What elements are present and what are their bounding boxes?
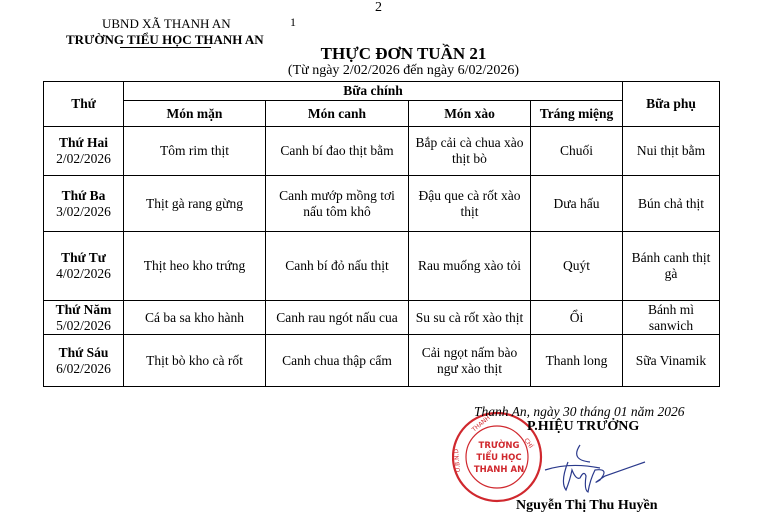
table-row <box>44 232 720 301</box>
svg-text:TRƯỜNG: TRƯỜNG <box>478 441 520 451</box>
day-date: 5/02/2026 <box>56 317 111 333</box>
cell-man: Tôm rim thịt <box>124 127 266 176</box>
header-canh: Món canh <box>266 101 409 127</box>
header-man: Món mặn <box>124 101 266 127</box>
table-row <box>44 127 720 176</box>
day-cell <box>44 127 124 176</box>
svg-text:TIỂU HỌC: TIỂU HỌC <box>476 453 522 463</box>
cell-bua-phu: Bánh canh thịt gà <box>623 232 720 301</box>
header-snack: Bữa phụ <box>623 82 720 127</box>
svg-text:CHÍ: CHÍ <box>522 437 535 450</box>
org-line-2: TRƯỜNG TIỂU HỌC THANH AN <box>66 32 264 47</box>
day-date: 6/02/2026 <box>56 360 111 376</box>
cell-xao: Rau muống xào tỏi <box>409 232 531 301</box>
header-trang-mieng: Tráng miệng <box>531 101 623 127</box>
day-name: Thứ Tư <box>61 250 106 265</box>
header-day: Thứ <box>44 82 124 127</box>
menu-table <box>43 81 720 387</box>
day-name: Thứ Năm <box>55 301 112 317</box>
svg-text:U.B.N.D: U.B.N.D <box>452 448 462 473</box>
signer-title: P.HIỆU TRƯỞNG <box>527 419 640 434</box>
cell-man: Thịt heo kho trứng <box>124 232 266 301</box>
cell-canh: Canh bí đao thịt bằm <box>266 127 409 176</box>
cell-canh: Canh chua thập cẩm <box>266 335 409 387</box>
cell-xao: Su su cà rốt xào thịt <box>409 301 531 335</box>
cell-bua-phu: Bánh mì sanwich <box>623 301 720 335</box>
svg-text:THANH AN: THANH AN <box>473 465 525 475</box>
signature <box>540 440 650 500</box>
day-date: 4/02/2026 <box>56 266 111 281</box>
page-subtitle: (Từ ngày 2/02/2026 đến ngày 6/02/2026) <box>287 63 520 78</box>
cell-man: Thịt bò kho cà rốt <box>124 335 266 387</box>
svg-text:THANH: THANH <box>470 414 492 434</box>
table-row <box>44 335 720 387</box>
day-cell <box>44 335 124 387</box>
signer-name: Nguyễn Thị Thu Huyền <box>516 498 658 513</box>
cell-xao: Cải ngọt nấm bào ngư xào thịt <box>409 335 531 387</box>
page-title: THỰC ĐƠN TUẦN 21 <box>320 44 487 63</box>
cell-trang-mieng: Ổi <box>531 301 623 335</box>
cell-xao: Đậu que cà rốt xào thịt <box>409 176 531 232</box>
cell-trang-mieng: Quýt <box>531 232 623 301</box>
day-name: Thứ Ba <box>61 187 106 203</box>
day-date: 2/02/2026 <box>56 151 111 166</box>
day-cell <box>44 301 124 335</box>
cell-trang-mieng: Chuối <box>531 127 623 176</box>
org-line-marker: 1 <box>290 15 296 29</box>
place-date: Thanh An, ngày 30 tháng 01 năm 2026 <box>474 404 685 419</box>
cell-canh: Canh rau ngót nấu cua <box>266 301 409 335</box>
header-xao: Món xào <box>409 101 531 127</box>
day-cell <box>44 232 124 301</box>
org-line-1: UBND XÃ THANH AN <box>102 16 231 31</box>
page-number: 2 <box>375 0 382 15</box>
cell-trang-mieng: Thanh long <box>531 335 623 387</box>
cell-canh: Canh bí đỏ nấu thịt <box>266 232 409 301</box>
cell-bua-phu: Sữa Vinamik <box>623 335 720 387</box>
day-date: 3/02/2026 <box>56 203 111 219</box>
day-name: Thứ Sáu <box>58 344 109 360</box>
table-row <box>44 176 720 232</box>
cell-canh: Canh mướp mồng tơi nấu tôm khô <box>266 176 409 232</box>
cell-xao: Bắp cải cà chua xào thịt bò <box>409 127 531 176</box>
cell-bua-phu: Nui thịt bằm <box>623 127 720 176</box>
cell-man: Thịt gà rang gừng <box>124 176 266 232</box>
day-name: Thứ Hai <box>59 135 108 150</box>
day-cell <box>44 176 124 232</box>
cell-bua-phu: Bún chả thịt <box>623 176 720 232</box>
cell-trang-mieng: Dưa hấu <box>531 176 623 232</box>
header-main-meal: Bữa chính <box>124 82 623 101</box>
table-row <box>44 301 720 335</box>
cell-man: Cá ba sa kho hành <box>124 301 266 335</box>
